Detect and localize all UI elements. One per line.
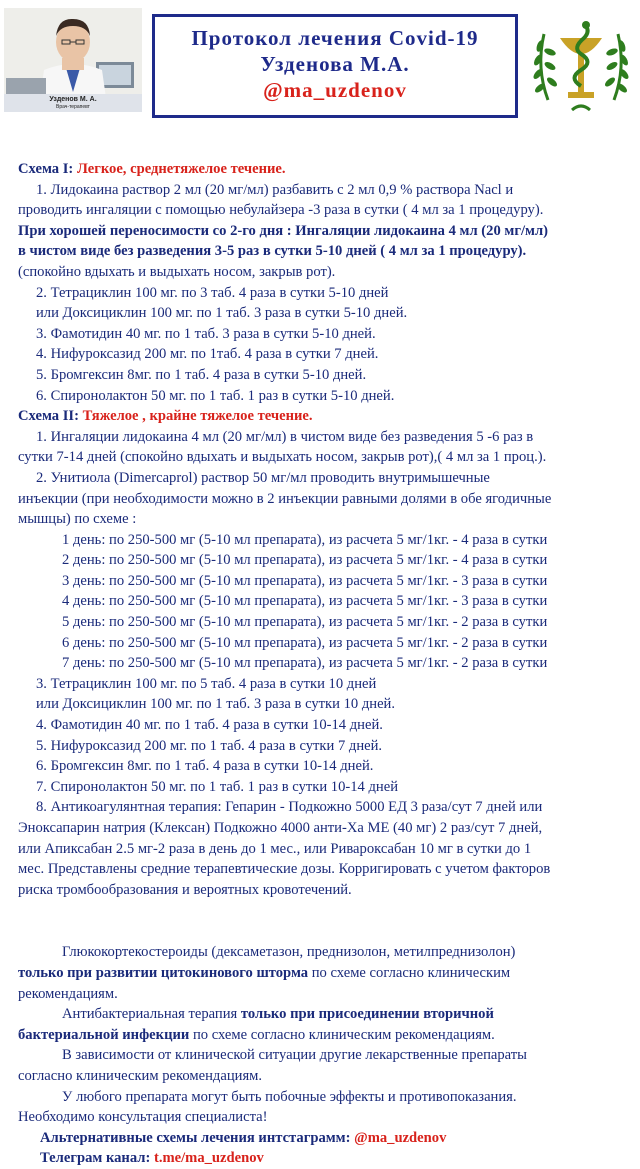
scheme2-heading [18, 406, 626, 427]
list-item: 3. Тетрациклин 100 мг. по 5 таб. 4 раза в сутки 10 дней [36, 675, 377, 692]
emphasis: бактериальной инфекции [18, 1026, 190, 1043]
telegram-label: Телеграм канал: [40, 1150, 154, 1167]
list-item: проводить ингаляции с помощью небулайзера -3 раза в сутки ( 4 мл за 1 процедуру). [18, 202, 544, 219]
scheme1-label: Схема I: [18, 161, 74, 177]
scheme1-title: Легкое, среднетяжелое течение. [76, 161, 286, 177]
list-item: 7. Спиронолактон 50 мг. по 1 таб. 1 раз в сутки 10-14 дней [36, 778, 399, 795]
header [0, 0, 640, 130]
spacer [18, 900, 626, 942]
emphasis: только при развитии цитокинового шторма [18, 964, 309, 981]
photo-name: Узденов М. А. [49, 96, 97, 103]
note-corticosteroids: Глюкокортекостероиды (дексаметазон, преднизолон, метилпреднизолон) [62, 944, 516, 961]
list-item: или Апиксабан 2.5 мг-2 раза в день до 1 мес., или Ривароксабан 10 мг в сутки до 1 [18, 840, 532, 857]
dosage-day: 4 день: по 250-500 мг (5-10 мл препарата), из расчета 5 мг/1кг. - 3 раза в сутки [62, 593, 548, 610]
instagram-handle: @ma_uzdenov [263, 78, 407, 102]
telegram-link[interactable]: t.me/ma_uzdenov [153, 1150, 264, 1167]
note-antibiotics [18, 1025, 626, 1046]
note-side-effects: Необходимо консультация специалиста! [18, 1109, 268, 1126]
protocol-text [18, 159, 626, 1169]
photo-role: Врач-терапевт [56, 104, 90, 110]
telegram-line [18, 1148, 626, 1169]
bold-instruction: в чистом виде без разведения 3-5 раз в сутки 5-10 дней ( 4 мл за 1 процедуру). [18, 243, 527, 260]
list-item: 8. Антикоагулянтная терапия: Гепарин - Подкожно 5000 ЕД 3 раза/сут 7 дней или [36, 799, 543, 816]
note-antibiotics [18, 1004, 626, 1025]
breathing-note: (спокойно вдыхать и выдыхать носом, закрыв рот). [18, 263, 336, 280]
list-item: 5. Нифуроксазид 200 мг. по 1 таб. 4 раза в сутки 7 дней. [36, 737, 383, 754]
list-item: 4. Фамотидин 40 мг. по 1 таб. 4 раза в сутки 10-14 дней. [36, 717, 383, 734]
list-item: 3. Фамотидин 40 мг. по 1 таб. 3 раза в сутки 5-10 дней. [36, 325, 376, 342]
list-item: 6. Бромгексин 8мг. по 1 таб. 4 раза в сутки 10-14 дней. [36, 758, 374, 775]
list-item: 1. Ингаляции лидокаина 4 мл (20 мг/мл) в чистом виде без разведения 5 -6 раз в [36, 428, 534, 445]
dosage-day: 1 день: по 250-500 мг (5-10 мл препарата), из расчета 5 мг/1кг. - 4 раза в сутки [62, 531, 548, 548]
doctor-photo [4, 8, 142, 112]
note-text: по схеме согласно клиническим [308, 964, 511, 981]
dosage-day: 2 день: по 250-500 мг (5-10 мл препарата), из расчета 5 мг/1кг. - 4 раза в сутки [62, 552, 548, 569]
list-item: 5. Бромгексин 8мг. по 1 таб. 4 раза в сутки 5-10 дней. [36, 366, 367, 383]
bowl-of-hygieia-icon [526, 8, 636, 120]
page-title: Протокол лечения Covid-19 [191, 26, 479, 50]
list-item: или Доксициклин 100 мг. по 1 таб. 3 раза в сутки 5-10 дней. [36, 305, 408, 322]
photo-caption [4, 94, 142, 112]
list-item: инъекции (при необходимости можно в 2 инъекции равными долями в обе ягодичные [18, 490, 552, 507]
dosage-day: 5 день: по 250-500 мг (5-10 мл препарата), из расчета 5 мг/1кг. - 2 раза в сутки [62, 614, 548, 631]
list-item: 6. Спиронолактон 50 мг. по 1 таб. 1 раз в сутки 5-10 дней. [36, 387, 395, 404]
note-text: Антибактериальная терапия [62, 1006, 241, 1023]
note-clinical: согласно клиническим рекомендациям. [18, 1067, 263, 1084]
list-item: риска тромбообразования и вероятных кровотечений. [18, 881, 352, 898]
note-text: по схеме согласно клиническим рекомендациям. [189, 1026, 495, 1043]
list-item: мышцы) по схеме : [18, 511, 137, 528]
dosage-day: 7 день: по 250-500 мг (5-10 мл препарата), из расчета 5 мг/1кг. - 2 раза в сутки [62, 655, 548, 672]
list-item: Эноксапарин натрия (Клексан) Подкожно 4000 анти-Ха МЕ (40 мг) 2 раз/сут 7 дней, [18, 820, 543, 836]
scheme2-title: Тяжелое , крайне тяжелое течение. [82, 408, 313, 425]
note-clinical: В зависимости от клинической ситуации другие лекарственные препараты [62, 1047, 527, 1064]
list-item: 2. Тетрациклин 100 мг. по 3 таб. 4 раза в сутки 5-10 дней [36, 284, 389, 301]
note-side-effects: У любого препарата могут быть побочные эффекты и противопоказания. [62, 1088, 517, 1105]
dosage-day: 3 день: по 250-500 мг (5-10 мл препарата), из расчета 5 мг/1кг. - 3 раза в сутки [62, 572, 548, 589]
note-corticosteroids [18, 963, 626, 984]
title-box [152, 14, 518, 118]
scheme1-heading [18, 159, 626, 180]
dosage-day: 6 день: по 250-500 мг (5-10 мл препарата), из расчета 5 мг/1кг. - 2 раза в сутки [62, 634, 548, 651]
list-item: мес. Представлены средние терапевтические дозы. Корригировать с учетом факторов [18, 861, 551, 878]
list-item: 4. Нифуроксазид 200 мг. по 1таб. 4 раза в сутки 7 дней. [36, 346, 379, 363]
list-item: 1. Лидокаина раствор 2 мл (20 мг/мл) разбавить с 2 мл 0,9 % раствора Nacl и [36, 181, 514, 198]
instagram-link[interactable]: @ma_uzdenov [354, 1129, 447, 1146]
author-name: Узденова М.А. [260, 52, 410, 76]
bold-instruction: При хорошей переносимости со 2-го дня : Ингаляции лидокаина 4 мл (20 мг/мл) [18, 222, 549, 239]
note-corticosteroids: рекомендациям. [18, 985, 118, 1002]
instagram-line [18, 1128, 626, 1149]
list-item: сутки 7-14 дней (спокойно вдыхать и выдыхать носом, закрыв рот),( 4 мл за 1 проц.). [18, 449, 547, 466]
instagram-label: Альтернативные схемы лечения интстаграмм: [40, 1129, 355, 1146]
emphasis: только при присоединении вторичной [240, 1006, 494, 1023]
scheme2-label: Схема II: [18, 408, 79, 425]
list-item: 2. Унитиола (Dimercaprol) раствор 50 мг/мл проводить внутримышечные [36, 469, 490, 486]
list-item: или Доксициклин 100 мг. по 1 таб. 3 раза в сутки 10 дней. [36, 696, 396, 713]
